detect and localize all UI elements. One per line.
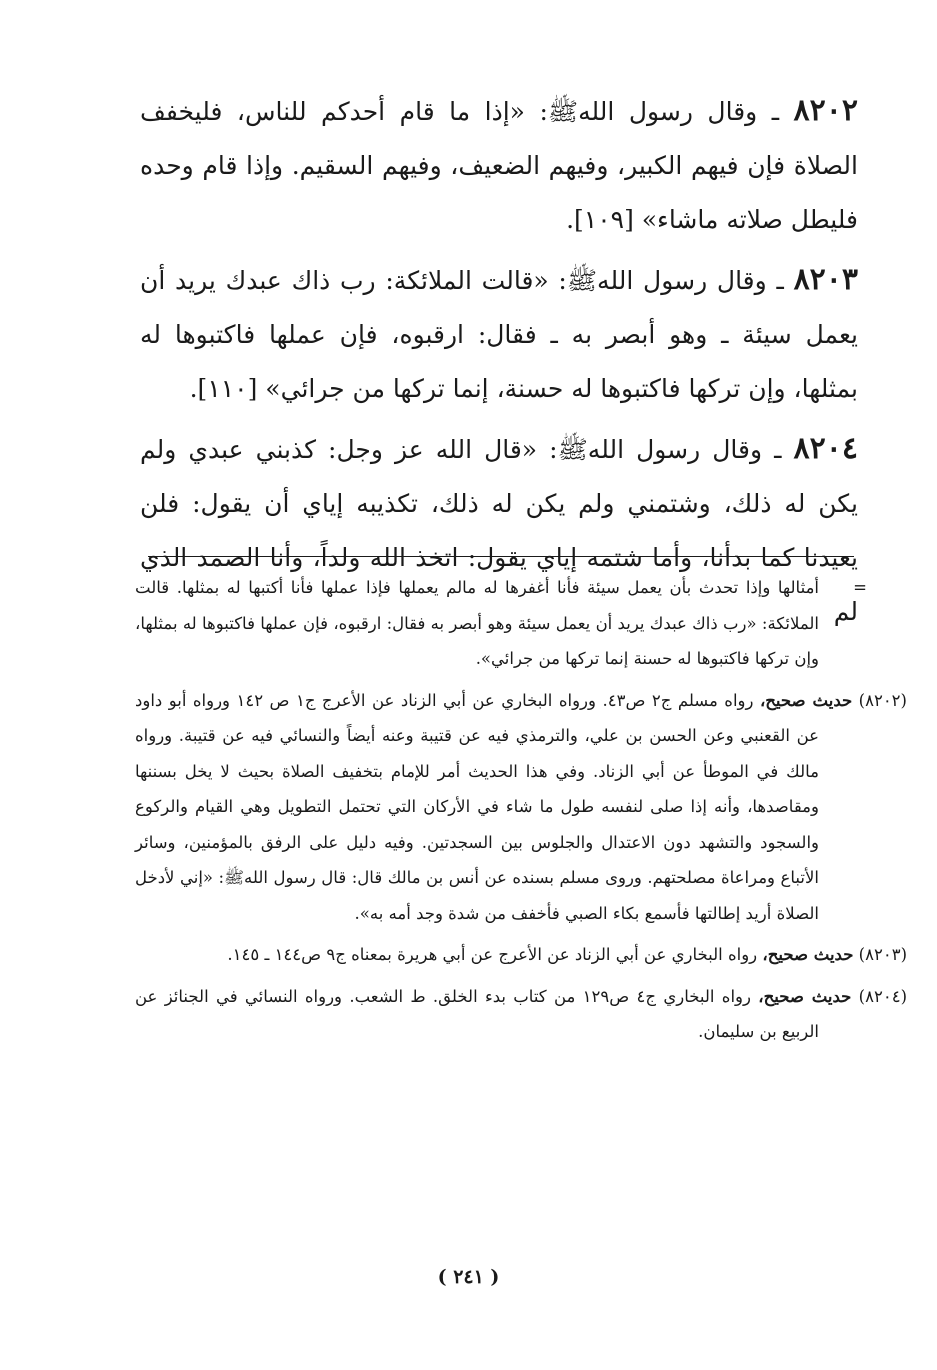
- footnote-number: (٨٢٠٤): [858, 986, 907, 1006]
- page-number: ( ٢٤١ ): [437, 1266, 500, 1288]
- footnote-divider: [148, 556, 854, 557]
- hadith-text: ـ وقال رسول اللهﷺ: «إذا ما قام أحدكم للناس، فليخفف الصلاة فإن فيهم الكبير، وفيهم الضعيف، وفيهم السقيم. وإذا قام وحده فليطل صلاته ماشاء» [١٠٩].: [140, 97, 858, 234]
- footnote-8202: [135, 683, 907, 932]
- hadith-8203: [140, 253, 858, 416]
- footnote-8203: [135, 937, 907, 973]
- hadith-number: ٨٢٠٤: [793, 431, 858, 466]
- hadith-number: ٨٢٠٢: [793, 93, 858, 128]
- hadith-text: ـ وقال رسول اللهﷺ: «قالت الملائكة: رب ذاك عبدك يريد أن يعمل سيئة ـ وهو أبصر به ـ فقال: ارقبوه، فإن عملها فاكتبوها له بمثلها، وإن تركها فاكتبوها له حسنة، إنما تركها من جرائي» [١١٠].: [140, 266, 858, 403]
- footnote-number: (٨٢٠٣): [858, 945, 907, 964]
- footnote-number: (٨٢٠٢): [858, 690, 907, 710]
- continuation-marker: =: [853, 578, 867, 597]
- hadith-number: ٨٢٠٣: [793, 262, 859, 297]
- footnote-text: رواه البخاري ج٤ ص١٢٩ من كتاب بدء الخلق. ط الشعب. ورواه النسائي في الجنائز عن الربيع بن سليمان.: [135, 986, 819, 1041]
- hadith-text: ـ وقال رسول اللهﷺ: «قال الله عز وجل: كذبني عبدي ولم يكن له ذلك، وشتمني ولم يكن له ذلك، تكذيبه إياي أن يقول: فلن يعيدنا كما بدأنا، وأما شتمه إياي يقول: اتخذ الله ولداً، وأنا الصمد الذي لم: [140, 435, 858, 626]
- footnote-grade: حديث صحيح،: [759, 690, 853, 710]
- main-text-block: [140, 84, 858, 645]
- footnote-grade: حديث صحيح،: [758, 986, 852, 1006]
- footnote-text: رواه مسلم ج٢ ص٤٣. ورواه البخاري عن أبي الزناد عن الأعرج ج١ ص ١٤٢ ورواه أبو داود عن القعنبي وعن الحسن بن علي، والترمذي فيه عن قتيبة وعنه أيضاً والنسائي فيه عن قتيبة. ورواه مالك في الموطأ عن أبي الزناد. وفي هذا الحديث أمر للإمام بتخفيف الصلاة بحيث لا يخل بسننها ومقاصدها، وأنه إذا صلى لنفسه طول ما شاء في الأركان التي تحتمل التطويل وهي القيام والركوع والسجود والتشهد دون الاعتدال والجلوس بين السجدتين. وفيه دليل على الرفق بالمؤمنين، وسائر الأتباع ومراعاة مصلحتهم. وروى مسلم بسنده عن أنس بن مالك قال: قال رسول اللهﷺ: «إني لأدخل الصلاة أريد إطالتها فأسمع بكاء الصبي فأخفف من شدة وجد أمه به».: [135, 690, 819, 923]
- footnote-grade: حديث صحيح،: [762, 945, 854, 964]
- footnote-continuation: [135, 570, 867, 677]
- footnote-text: رواه البخاري عن أبي الزناد عن الأعرج عن أبي هريرة بمعناه ج٩ ص١٤٤ ـ ١٤٥.: [227, 945, 758, 964]
- footnote-8204: [135, 979, 907, 1050]
- continuation-text: أمثالها وإذا تحدث بأن يعمل سيئة فأنا أغفرها له مالم يعملها فإذا عملها فأنا أكتبها له بمثلها. قالت الملائكة: «رب ذاك عبدك يريد أن يعمل سيئة وهو أبصر به فقال: ارقبوه، فإن عملها فاكتبوها له بمثلها، وإن تركها فاكتبوها له حسنة إنما تركها من جرائي».: [135, 578, 819, 668]
- footnotes-block: [135, 570, 907, 1056]
- hadith-8202: [140, 84, 858, 247]
